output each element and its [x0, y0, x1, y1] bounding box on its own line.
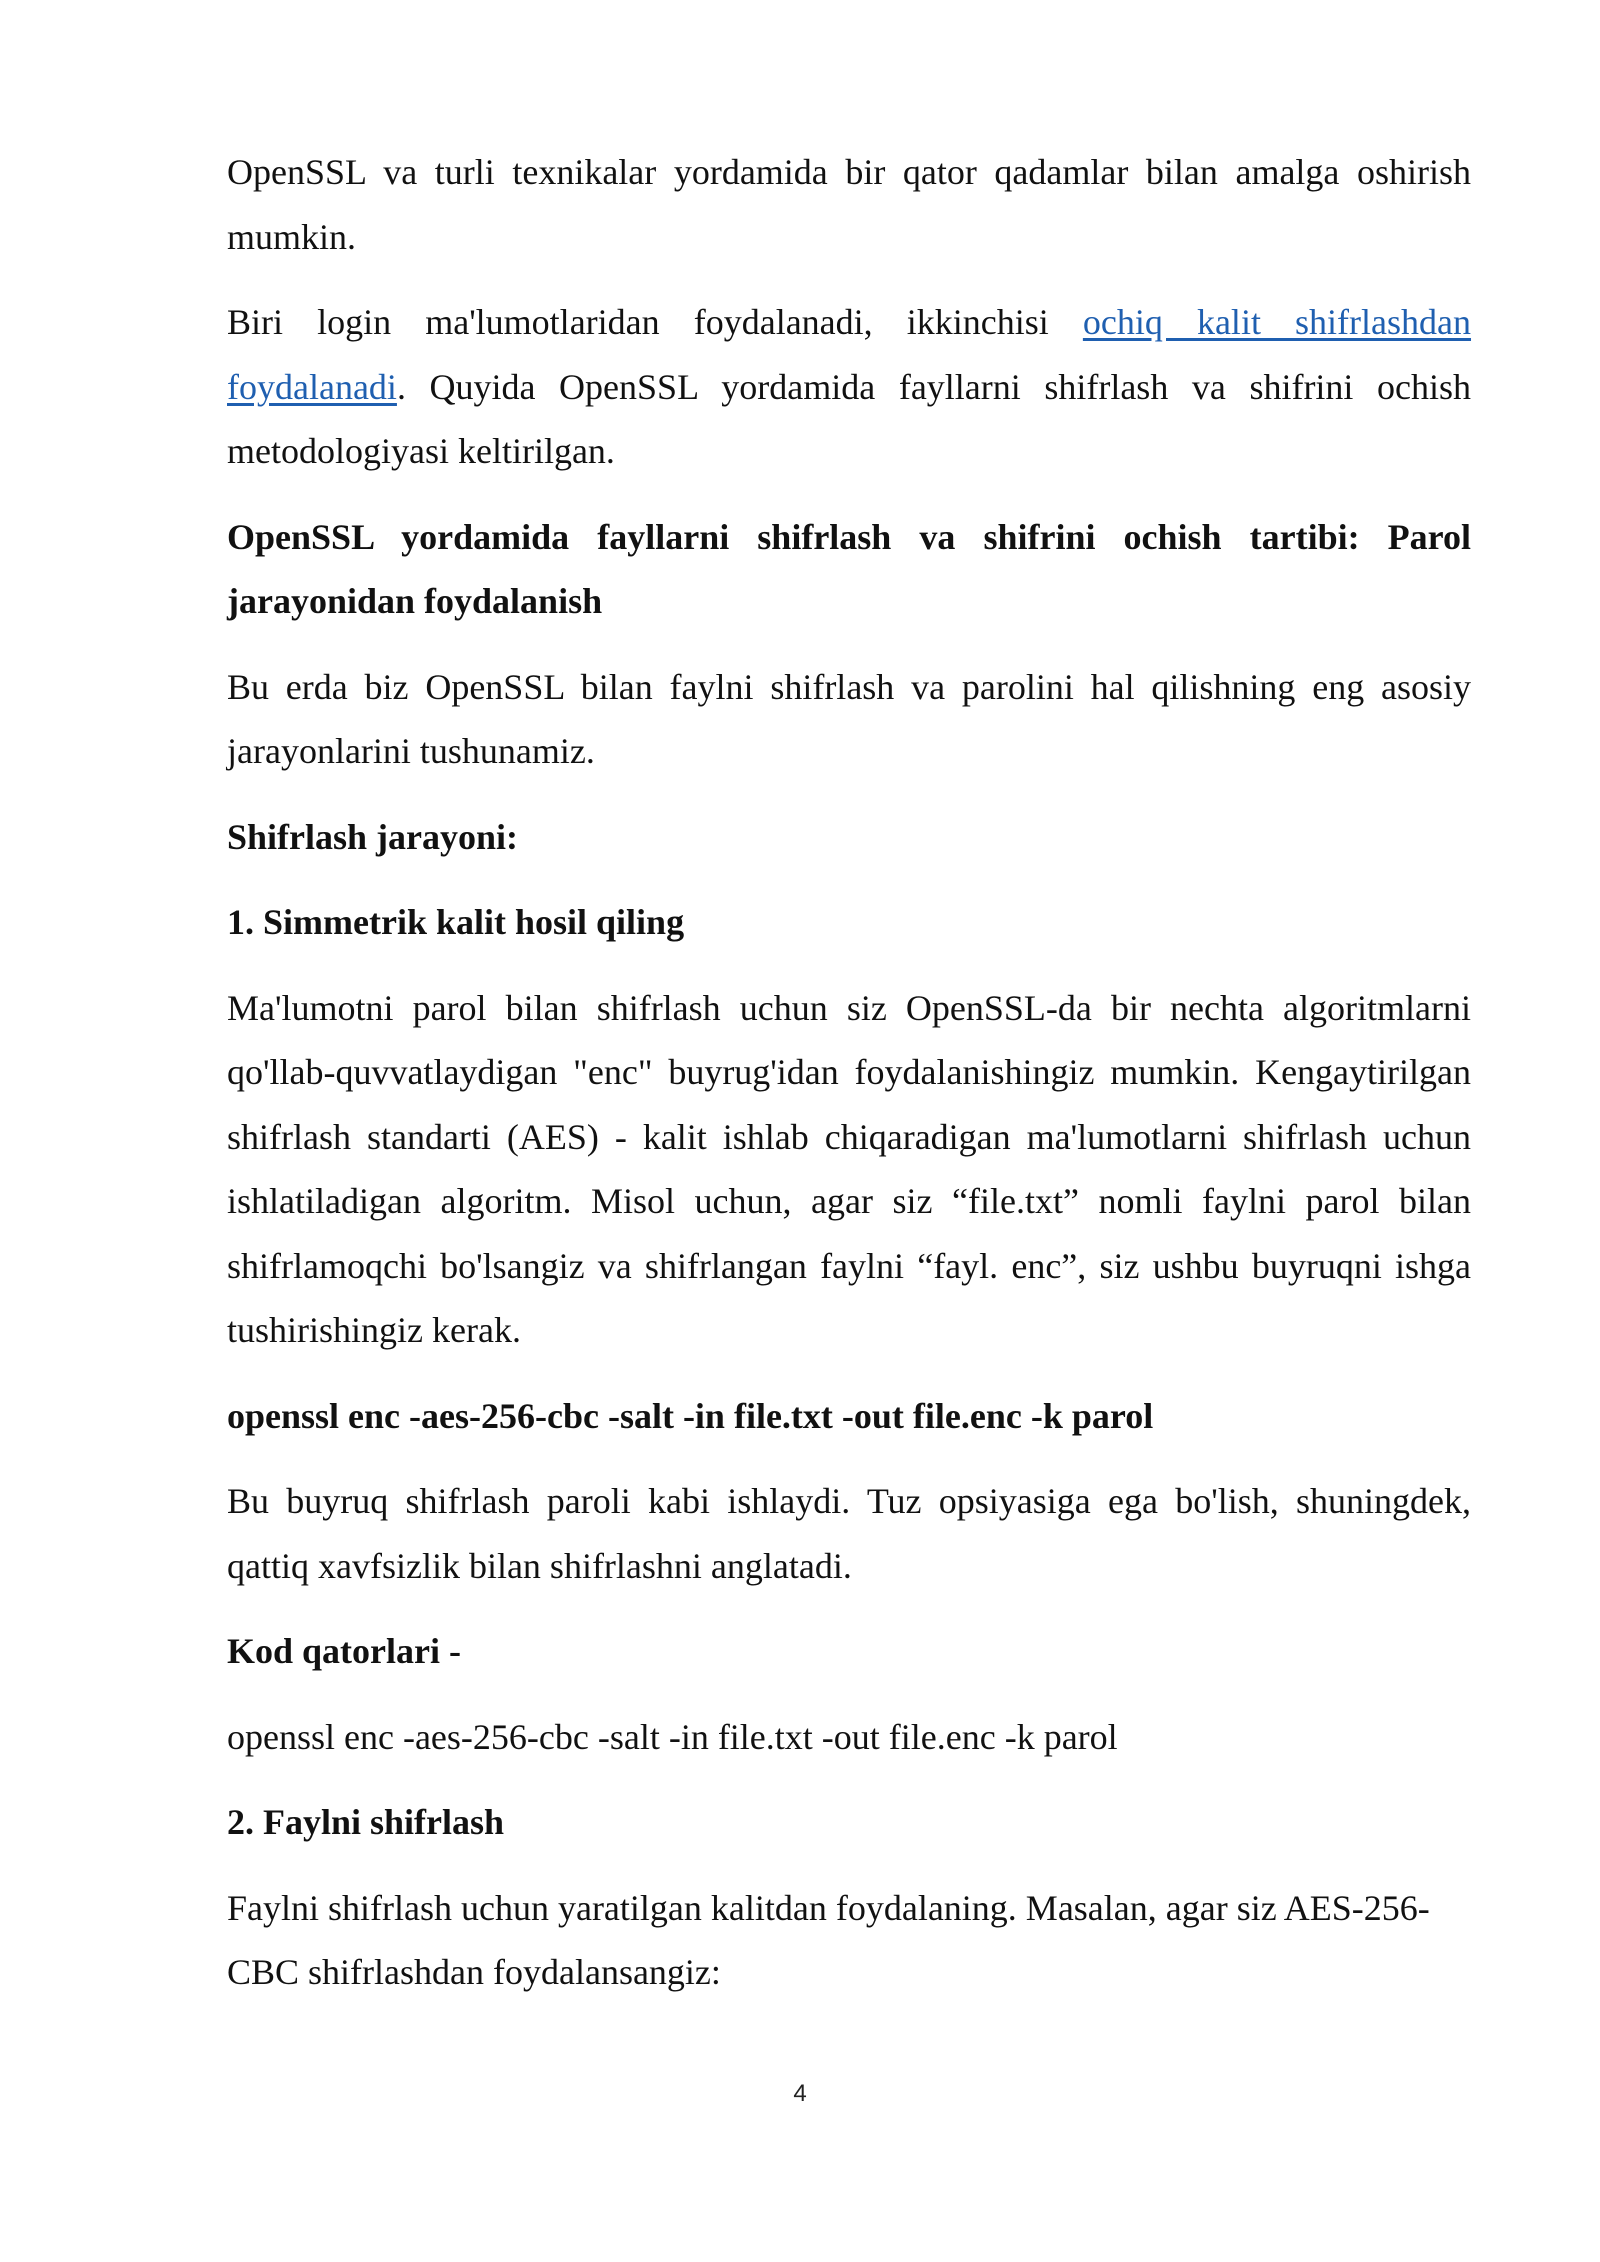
document-page-body — [227, 140, 1471, 2026]
section-heading-password-process: OpenSSL yordamida fayllarni shifrlash va shifrini ochish tartibi: Parol jarayonidan foydalanish — [227, 516, 1471, 621]
paragraph-intro-continuation: OpenSSL va turli texnikalar yordamida bir qator qadamlar bilan amalga oshirish mumkin. — [227, 152, 1471, 257]
paragraph-basic-processes: Bu erda biz OpenSSL bilan faylni shifrlash va parolini hal qilishning eng asosiy jarayonlarini tushunamiz. — [227, 666, 1471, 771]
heading-step-1-symmetric-key: 1. Simmetrik kalit hosil qiling — [227, 902, 685, 942]
heading-encryption-process: Shifrlash jarayoni: — [227, 816, 519, 857]
paragraph-enc-command-explanation: Ma'lumotni parol bilan shifrlash uchun siz OpenSSL-da bir nechta algoritmlarni qo'llab-quvvatlaydigan "enc" buyrug'idan foydalanishingiz mumkin. Kengaytirilgan shifrlash standarti (AES) - kalit ishlab chiqaradigan ma'lumotlarni shifrlash uchun ishlatiladigan algoritm. Misol uchun, agar siz “file.txt” nomli faylni parol bilan shifrlamoqchi bo'lsangiz va shifrlangan faylni “fayl. enc”, siz ushbu buyruqni ishga tushirishingiz kerak. — [227, 987, 1471, 1350]
paragraph-methods — [227, 290, 1471, 484]
paragraph-salt-option: Bu buyruq shifrlash paroli kabi ishlaydi. Tuz opsiyasiga ega bo'lish, shuningdek, qattiq xavfsizlik bilan shifrlashni anglatadi. — [227, 1481, 1471, 1586]
command-line-plain: openssl enc -aes-256-cbc -salt -in file.txt -out file.enc -k parol — [227, 1716, 1118, 1757]
command-line-bold: openssl enc -aes-256-cbc -salt -in file.txt -out file.enc -k parol — [227, 1395, 1154, 1436]
public-key-encryption-link[interactable]: ochiq kalit shifrlashdan foydalanadi — [227, 302, 1472, 407]
page-number: 4 — [793, 2080, 807, 2107]
heading-step-2-encrypt-file: 2. Faylni shifrlash — [227, 1802, 505, 1842]
heading-code-lines: Kod qatorlari - — [227, 1631, 461, 1671]
paragraph-aes-usage: Faylni shifrlash uchun yaratilgan kalitdan foydalaning. Masalan, agar siz AES-256-CBC shifrlashdan foydalansangiz: — [227, 1887, 1430, 1992]
paragraph-methods-text-end: . Quyida OpenSSL yordamida fayllarni shifrlash va shifrini ochish metodologiyasi keltirilgan. — [227, 366, 1471, 471]
paragraph-methods-text-start: Biri login ma'lumotlaridan foydalanadi, ikkinchisi — [227, 302, 1083, 342]
